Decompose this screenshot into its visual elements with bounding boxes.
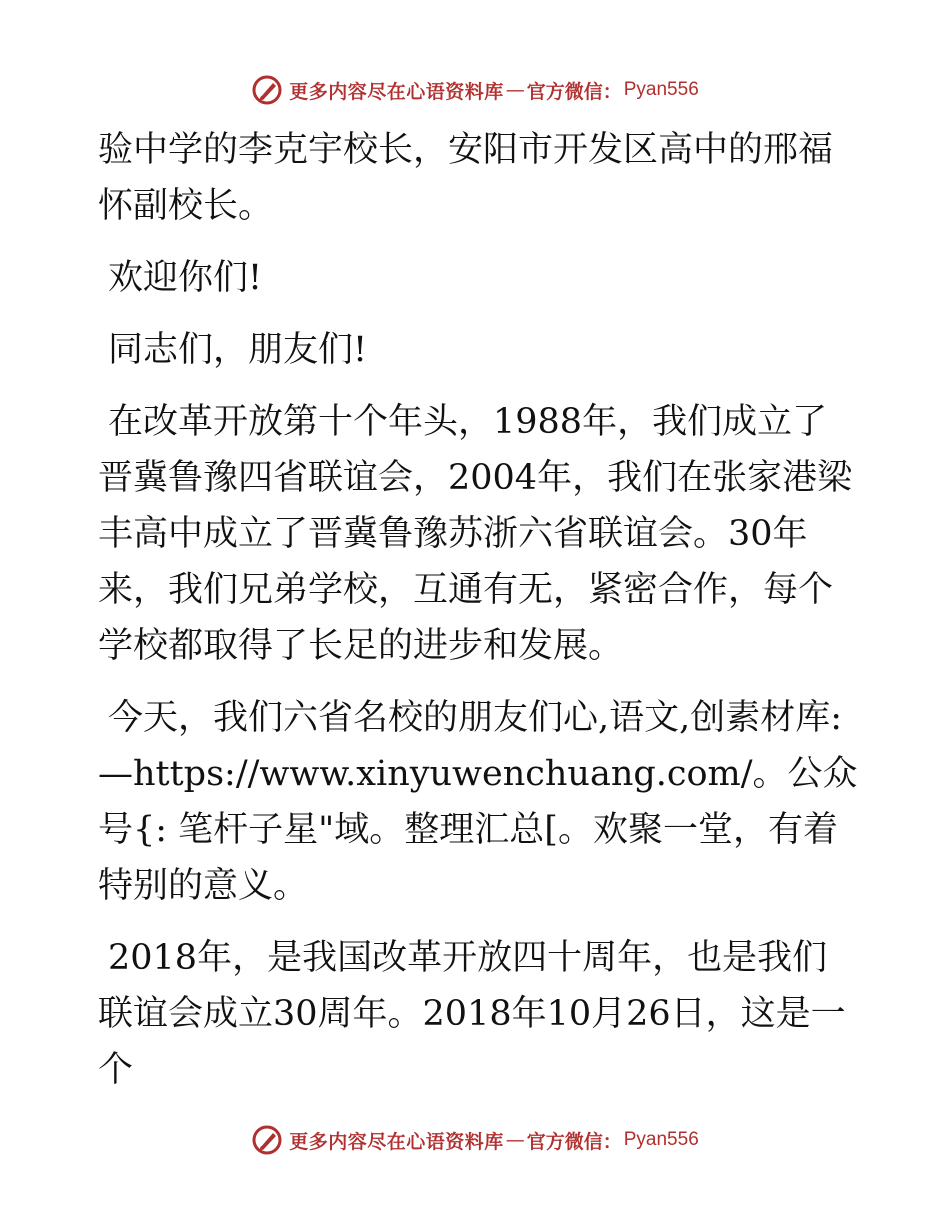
banner-wechat-label: 官方微信：: [526, 1130, 622, 1153]
banner-dash: —: [505, 79, 525, 101]
quill-pen-logo-icon: [251, 1124, 283, 1156]
paragraph-history: 在改革开放第十个年头，1988年，我们成立了晋冀鲁豫四省联谊会，2004年，我们在张家港梁丰高中成立了晋冀鲁豫苏浙六省联谊会。30年来，我们兄弟学校，互通有无，紧密合作，每个学校都取得了长足的进步和发展。: [98, 402, 853, 666]
banner-wechat-id: Pyan556: [623, 1129, 699, 1150]
footer-banner: [0, 1120, 950, 1160]
paragraph-continued: 验中学的李克宇校长，安阳市开发区高中的邢福怀副校长。: [98, 130, 834, 226]
banner-title: 更多内容尽在心语资料库: [289, 1130, 504, 1153]
banner-title: 更多内容尽在心语资料库: [289, 80, 504, 103]
paragraph-welcome: 欢迎你们!: [108, 258, 263, 298]
banner-wechat-id: Pyan556: [623, 79, 699, 100]
banner-dash: —: [505, 1129, 525, 1151]
document-body: [98, 122, 858, 1114]
header-banner: [0, 70, 950, 110]
banner-wechat-label: 官方微信：: [526, 80, 622, 103]
paragraph-anniversary: 2018年，是我国改革开放四十周年，也是我们联谊会成立30周年。2018年10月26日，这是一个: [98, 938, 846, 1090]
paragraph-greeting: 同志们，朋友们!: [108, 330, 368, 370]
paragraph-today: 今天，我们六省名校的朋友们心,语文,创素材库: —https://www.xinyuwenchuang.com/。公众号{: 笔杆子星"域。整理汇总[。欢聚一堂，有着特别的意义。: [98, 698, 858, 906]
quill-pen-logo-icon: [251, 74, 283, 106]
